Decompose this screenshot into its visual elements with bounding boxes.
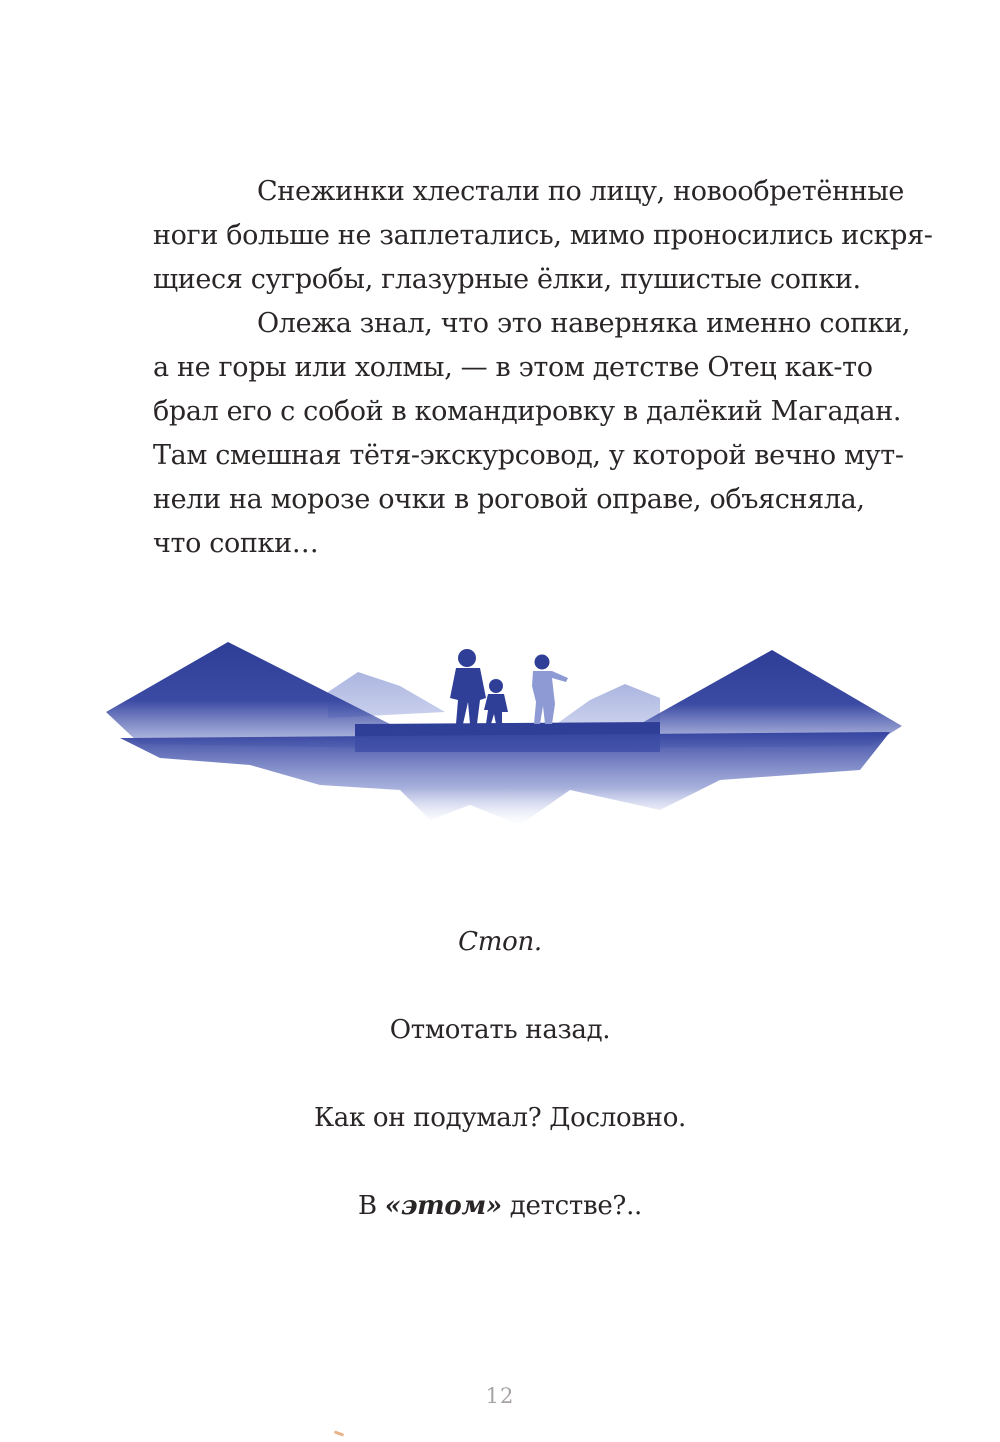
paragraph-1-line-3: щиеся сугробы, глазурные ёлки, пушистые сопки.	[153, 264, 861, 295]
last-line-suffix: детстве?..	[501, 1191, 642, 1221]
pale-hill-right	[555, 684, 660, 725]
reflection	[120, 732, 890, 825]
page-number: 12	[485, 1384, 515, 1408]
paragraph-2-line-2: а не горы или холмы, — в этом детстве Отец как-то	[153, 352, 873, 383]
paper-speck	[334, 1430, 344, 1436]
paragraph-2-line-1: Олежа знал, что это наверняка именно сопки,	[257, 308, 911, 339]
paragraph-2-line-4: Там смешная тётя-экскурсовод, у которой вечно мут-	[153, 440, 904, 471]
paragraph-2-line-5: нели на морозе очки в роговой оправе, объясняла,	[153, 484, 865, 515]
rewind-line: Отмотать назад.	[389, 1015, 611, 1045]
last-line	[0, 1186, 1000, 1226]
question-line: Как он подумал? Дословно.	[313, 1103, 687, 1133]
figures	[450, 649, 568, 724]
paragraph-2-line-3: брал его с собой в командировку в далёкий Магадан.	[153, 396, 902, 427]
paragraph-1-line-1: Снежинки хлестали по лицу, новообретённые	[257, 176, 905, 207]
paragraph-2-line-6: что сопки…	[153, 528, 319, 559]
stop-line: Стоп.	[458, 927, 542, 957]
last-line-emphasis: «этом»	[384, 1191, 502, 1221]
last-line-prefix: В	[357, 1191, 385, 1221]
paragraph-1-line-2: ноги больше не заплетались, мимо проносились искря-	[153, 220, 933, 251]
mountain-illustration	[100, 620, 910, 860]
